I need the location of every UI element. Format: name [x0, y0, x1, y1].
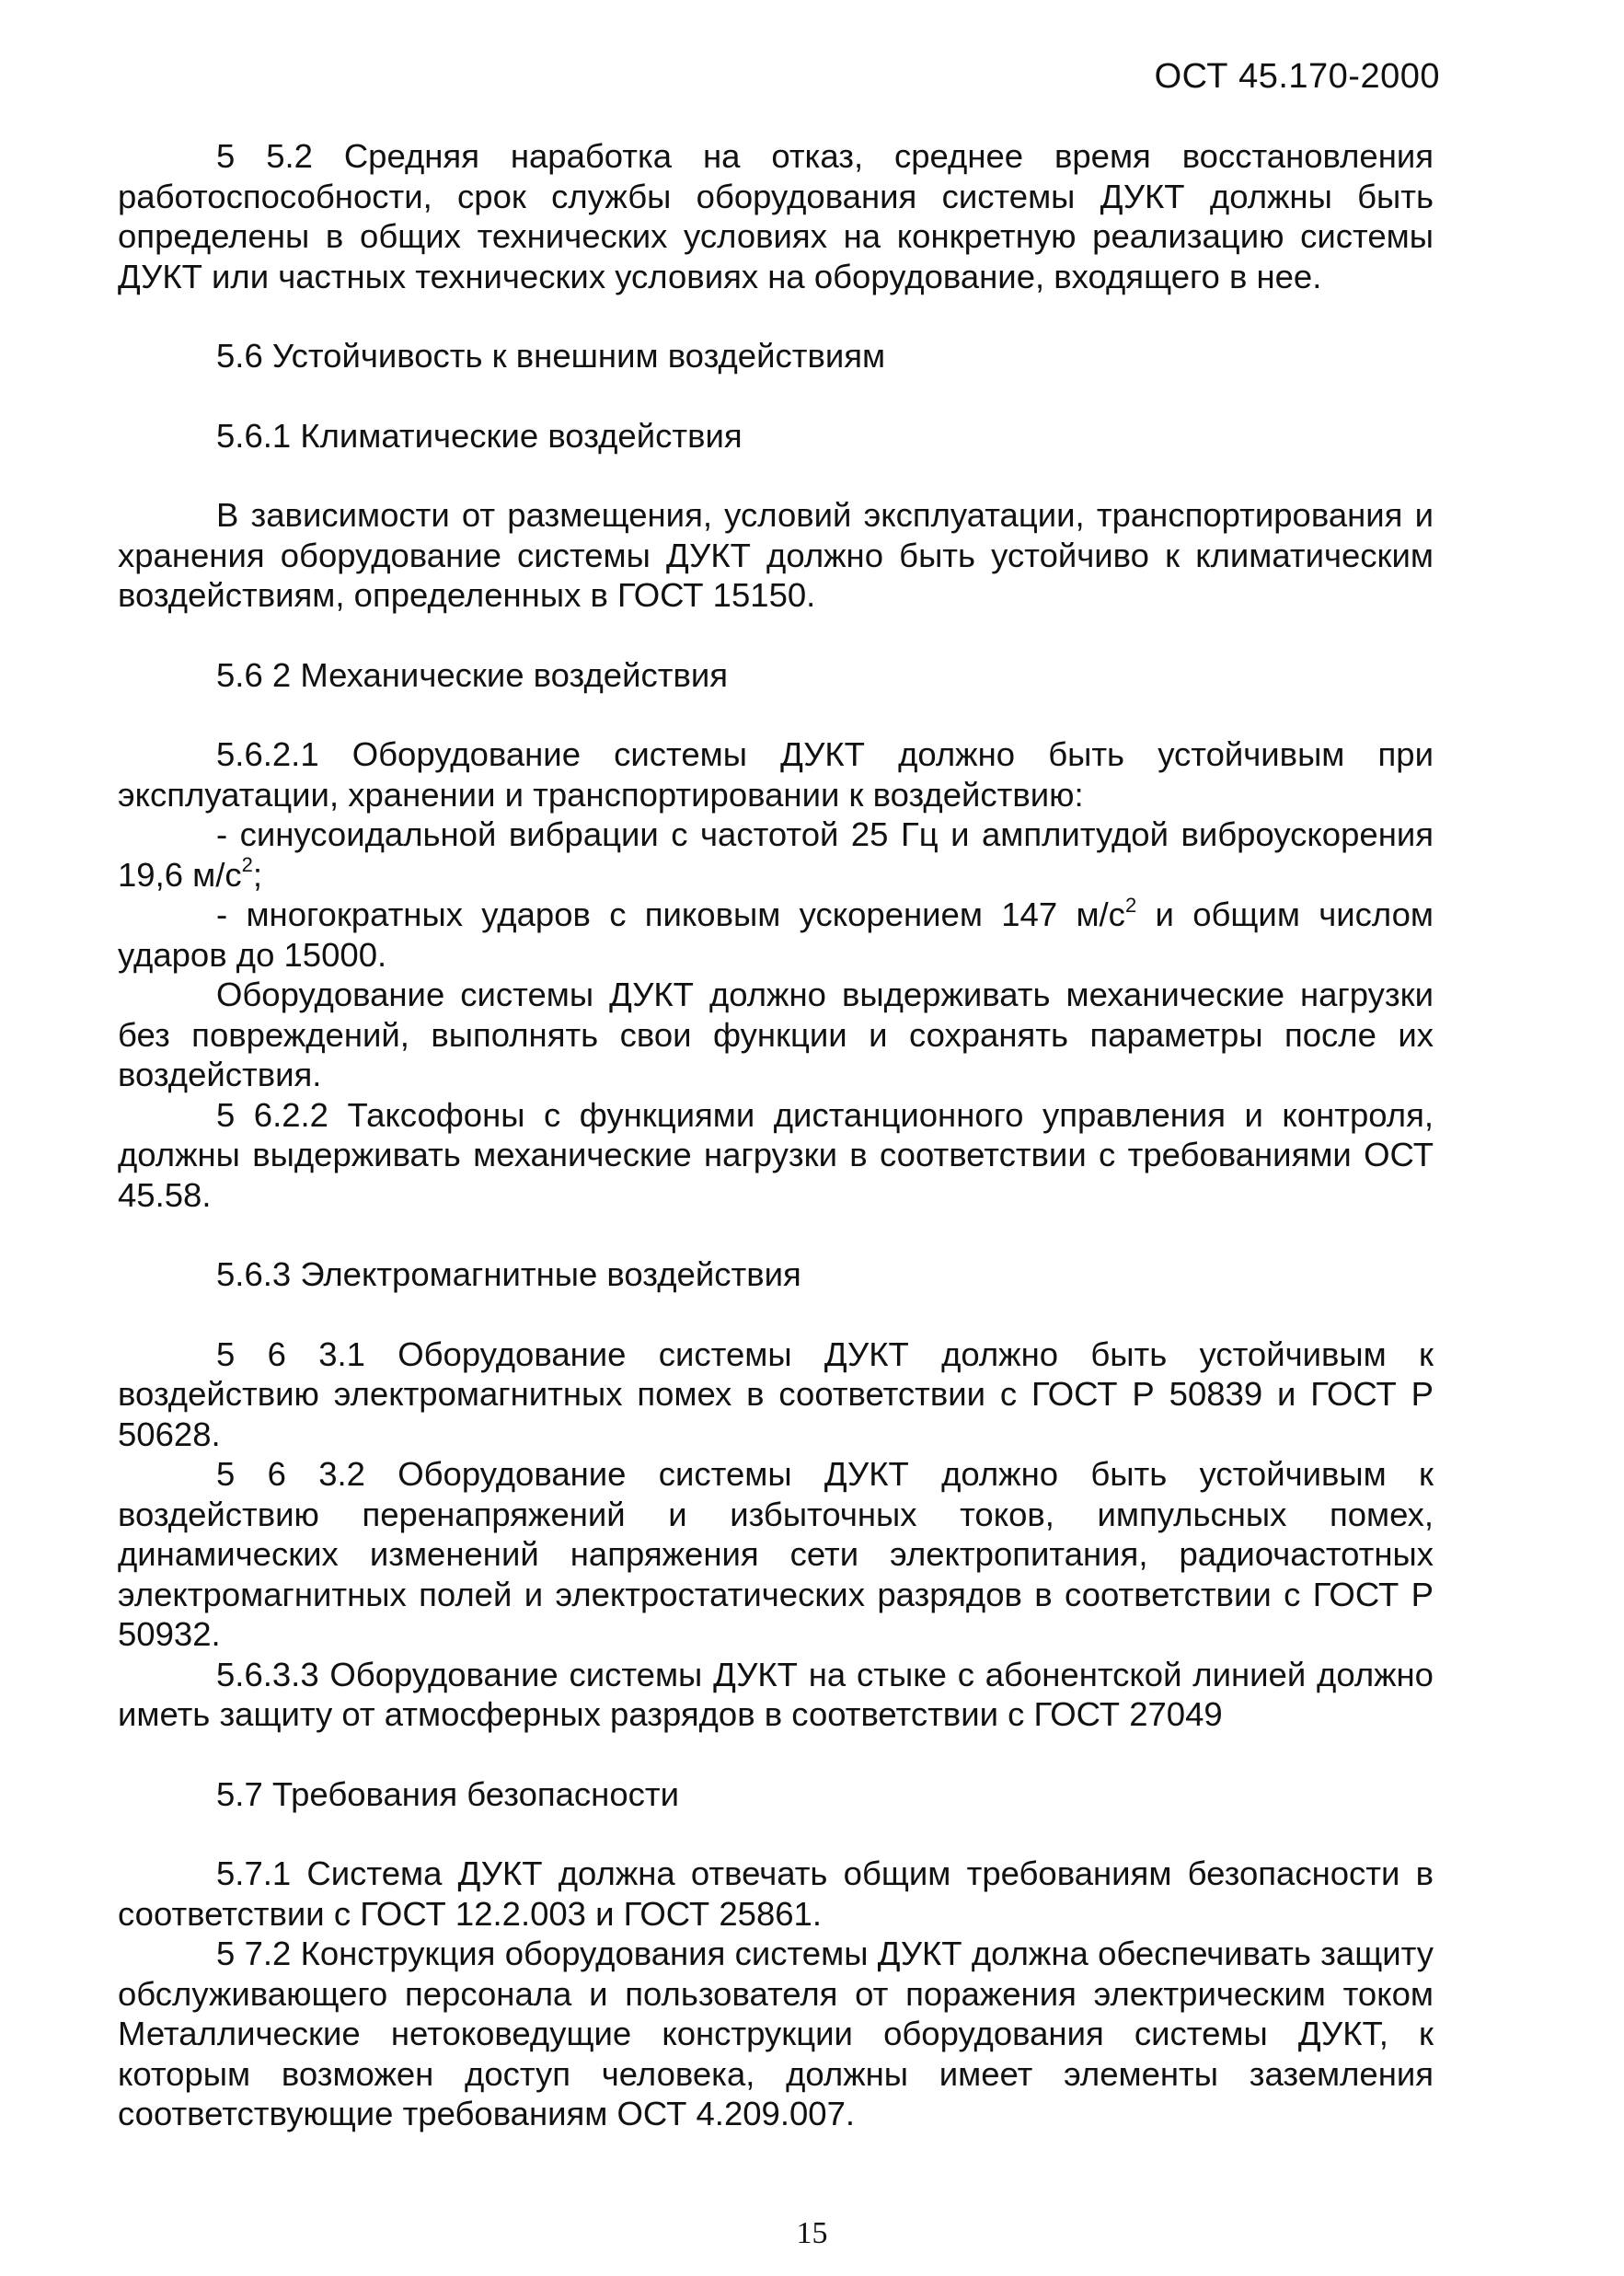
paragraph-5-6-2-1-continued: Оборудование системы ДУКТ должно выдерживать механические нагрузки без повреждений, выполнять свои функции и сохранять параметры после их воздействия. [118, 976, 1434, 1093]
heading-5-6-3: 5.6.3 Электромагнитные воздействия [216, 1255, 801, 1293]
document-code: ОСТ 45.170-2000 [1154, 57, 1440, 96]
heading-5-6-1: 5.6.1 Климатические воздействия [216, 416, 743, 455]
vibration-superscript: 2 [241, 853, 253, 877]
vibration-end: ; [252, 855, 263, 894]
paragraph-5-6-2-2: 5 6.2.2 Таксофоны с функциями дистанционного управления и контроля, должны выдерживать механические нагрузки в соответствии с требованиями ОСТ 45.58. [118, 1095, 1434, 1214]
heading-5-7: 5.7 Требования безопасности [216, 1774, 679, 1813]
paragraph-5-6-3-1: 5 6 3.1 Оборудование системы ДУКТ должно быть устойчивым к воздействию электромагнитных помех в соответствии с ГОСТ Р 50839 и ГОСТ Р 50628. [118, 1334, 1434, 1453]
shock-superscript: 2 [1124, 893, 1137, 917]
paragraph-5-6-3-2: 5 6 3.2 Оборудование системы ДУКТ должно быть устойчивым к воздействию перенапряжений и избыточных токов, импульсных помех, динамических изменений напряжения сети электропитания, радиочастотных электромагнитных полей и электростатических разрядов в соответствии с ГОСТ Р 50932. [118, 1455, 1434, 1653]
page-number: 15 [796, 2216, 828, 2250]
shock-text: - многократных ударов с пиковым ускорением 147 м/с [216, 895, 1125, 933]
vibration-text: - синусоидальной вибрации с частотой 25 Гц и амплитудой виброускорения 19,6 м/с [118, 815, 1434, 894]
paragraph-5-6-2-1: 5.6.2.1 Оборудование системы ДУКТ должно быть устойчивым при эксплуатации, хранении и транспортировании к воздействию: [118, 735, 1434, 814]
paragraph-5-7-1: 5.7.1 Система ДУКТ должна отвечать общим требованиям безопасности в соответствии с ГОСТ 12.2.003 и ГОСТ 25861. [118, 1854, 1434, 1933]
paragraph-5-7-2: 5 7.2 Конструкция оборудования системы ДУКТ должна обеспечивать защиту обслуживающего персонала и пользователя от поражения электрическим током Металлические нетоковедущие конструкции оборудования системы ДУКТ, к которым возможен доступ человека, должны имеет элементы заземления соответствующие требованиям ОСТ 4.209.007. [118, 1935, 1434, 2132]
paragraph-5-6-1: В зависимости от размещения, условий эксплуатации, транспортирования и хранения оборудование системы ДУКТ должно быть устойчиво к климатическим воздействиям, определенных в ГОСТ 15150. [118, 496, 1434, 614]
heading-5-6-2: 5.6 2 Механические воздействия [216, 655, 728, 694]
list-item-vibration [118, 815, 1434, 895]
document-body [118, 136, 1434, 2134]
shock-end: и общим числом ударов до 15000. [118, 895, 1434, 974]
paragraph-5-5-2: 5 5.2 Средняя наработка на отказ, среднее время восстановления работоспособности, срок службы оборудования системы ДУКТ должны быть определены в общих технических условиях на конкретную реализацию системы ДУКТ или частных технических условиях на оборудование, входящего в нее. [118, 137, 1434, 295]
list-item-shock [118, 895, 1434, 975]
heading-5-6: 5.6 Устойчивость к внешним воздействиям [216, 337, 886, 375]
paragraph-5-6-3-3: 5.6.3.3 Оборудование системы ДУКТ на стыке с абонентской линией должно иметь защиту от атмосферных разрядов в соответствии с ГОСТ 27049 [118, 1655, 1434, 1733]
